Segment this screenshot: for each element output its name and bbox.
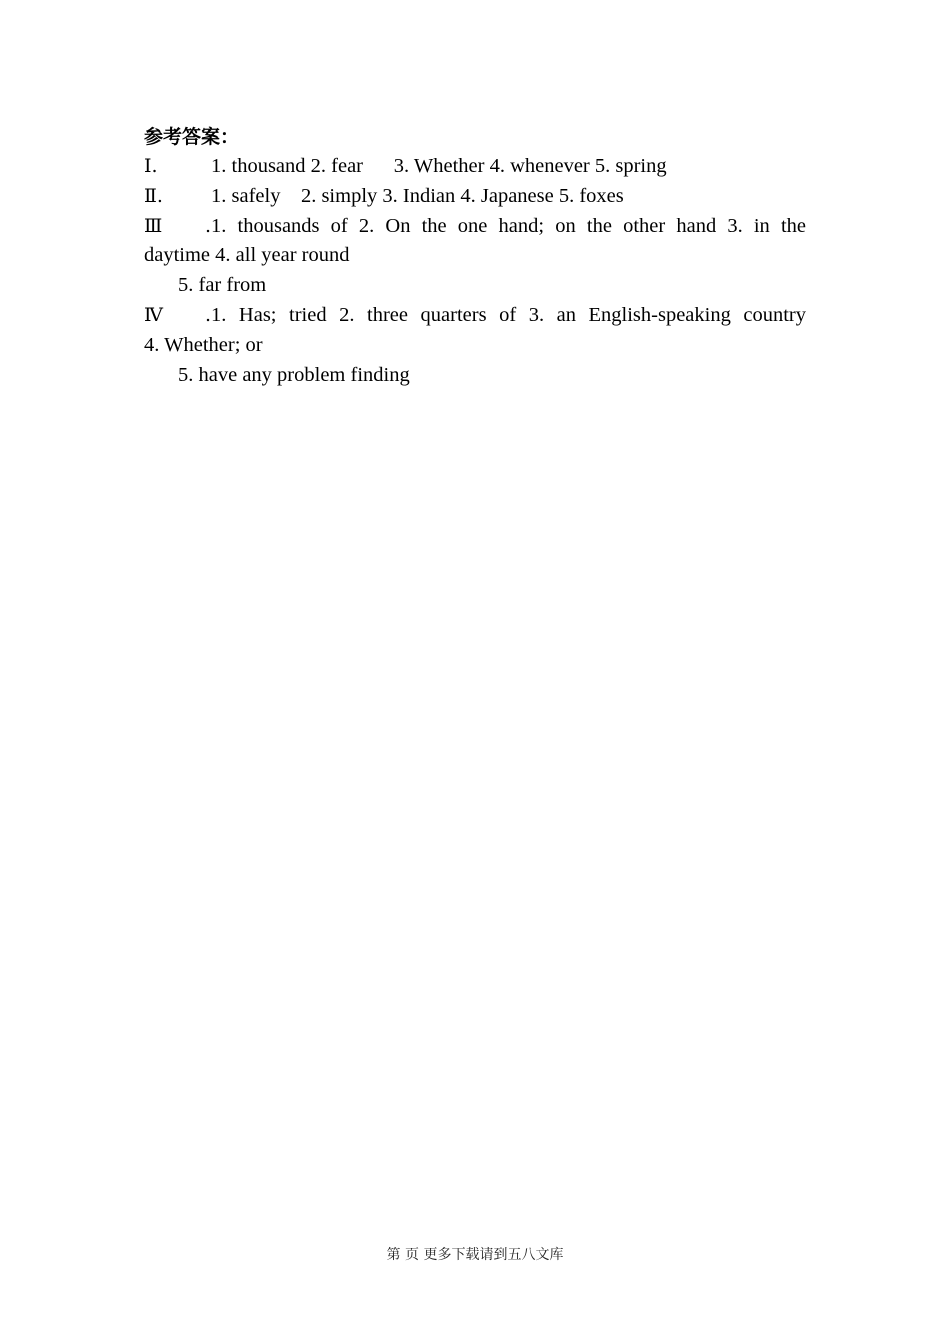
section-3-line-2: daytime 4. all year round xyxy=(144,244,350,267)
section-1-answers: 1. thousand 2. fear 3. Whether 4. whenever 5. spring xyxy=(211,155,667,177)
section-2-numeral: Ⅱ. xyxy=(144,184,163,207)
section-2-answers: 1. safely 2. simply 3. Indian 4. Japanese 5. foxes xyxy=(211,184,624,207)
section-2-line-1 xyxy=(144,182,806,212)
section-4-answers-1: 1. Has; tried 2. three quarters of 3. an English-speaking country xyxy=(211,303,806,326)
section-4-numeral: Ⅳ. xyxy=(144,303,211,326)
section-3-answers-1: 1. thousands of 2. On the one hand; on the other hand 3. in the xyxy=(211,214,806,237)
section-4-line-1 xyxy=(144,301,806,331)
section-4-line-3: 5. have any problem finding xyxy=(178,363,410,386)
section-1-numeral: Ⅰ. xyxy=(144,155,158,177)
page-footer: 第 页 更多下载请到五八文库 xyxy=(386,1247,564,1263)
answer-key xyxy=(144,122,806,390)
section-3-numeral: Ⅲ. xyxy=(144,214,211,237)
section-3-line-1 xyxy=(144,212,806,242)
section-1-line-1 xyxy=(144,152,806,182)
section-4-line-2: 4. Whether; or xyxy=(144,333,263,356)
section-3-line-3: 5. far from xyxy=(178,274,267,297)
answer-key-heading: 参考答案： xyxy=(144,126,240,148)
